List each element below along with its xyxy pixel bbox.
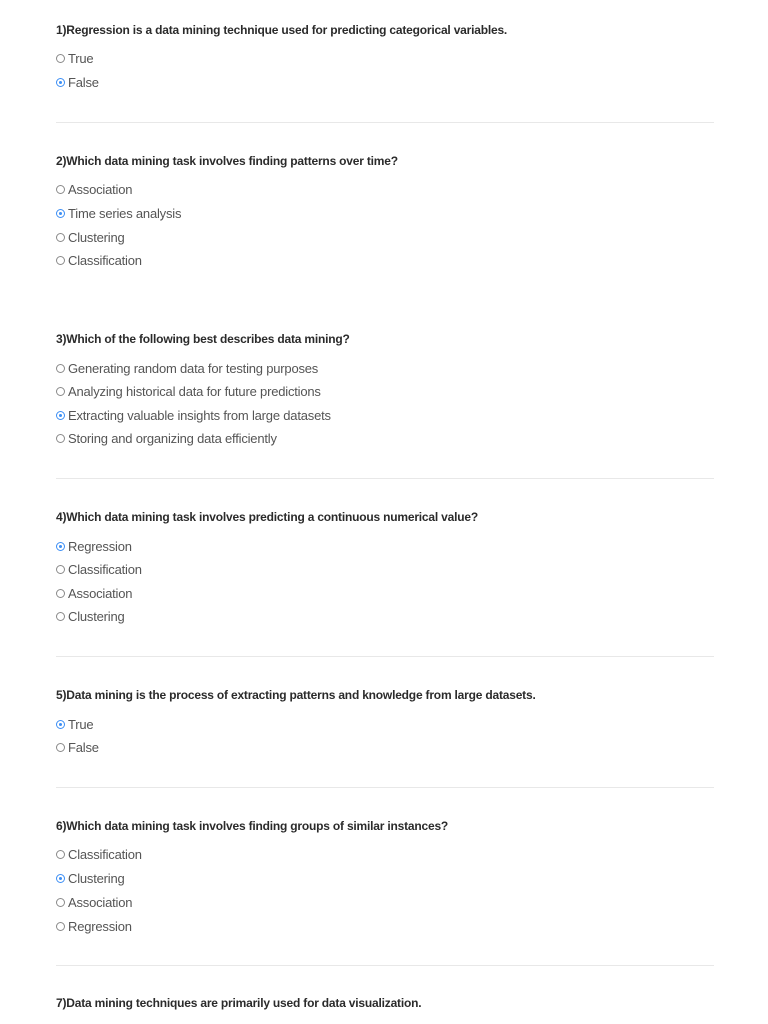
q5-option-false[interactable]: [56, 738, 99, 756]
q4-option-classification[interactable]: [56, 560, 142, 578]
option-label: True: [68, 50, 94, 66]
q4-option-clustering[interactable]: [56, 607, 125, 625]
option-label: False: [68, 739, 99, 755]
question-divider: [56, 656, 714, 657]
option-label: Clustering: [68, 229, 125, 245]
question-divider: [56, 478, 714, 479]
radio-button-icon[interactable]: [56, 898, 65, 907]
radio-button-icon[interactable]: [56, 922, 65, 931]
q2-option-association[interactable]: [56, 180, 132, 198]
radio-button-icon[interactable]: [56, 364, 65, 373]
option-label: True: [68, 716, 94, 732]
radio-button-selected-icon[interactable]: [56, 720, 65, 729]
q3-option-analyzing[interactable]: [56, 382, 321, 400]
option-label: Association: [68, 585, 133, 601]
radio-button-icon[interactable]: [56, 743, 65, 752]
option-label: Clustering: [68, 608, 125, 624]
radio-button-icon[interactable]: [56, 434, 65, 443]
option-label: Generating random data for testing purposes: [68, 360, 319, 376]
q3-option-extracting[interactable]: [56, 406, 331, 424]
q6-option-regression[interactable]: [56, 917, 132, 935]
q1-option-true[interactable]: [56, 49, 93, 67]
q4-option-regression[interactable]: [56, 537, 132, 555]
radio-button-selected-icon[interactable]: [56, 874, 65, 883]
option-label: Extracting valuable insights from large datasets: [68, 407, 331, 423]
radio-button-selected-icon[interactable]: [56, 411, 65, 420]
radio-button-selected-icon[interactable]: [56, 78, 65, 87]
q4-option-association[interactable]: [56, 584, 132, 602]
radio-button-icon[interactable]: [56, 387, 65, 396]
radio-button-icon[interactable]: [56, 233, 65, 242]
radio-button-icon[interactable]: [56, 185, 65, 194]
q6-option-clustering[interactable]: [56, 869, 125, 887]
option-label: Time series analysis: [68, 205, 182, 221]
question-divider: [56, 965, 714, 966]
q6-option-association[interactable]: [56, 893, 132, 911]
radio-button-icon[interactable]: [56, 612, 65, 621]
radio-button-icon[interactable]: [56, 256, 65, 265]
question-2-text: 2)Which data mining task involves finding patterns over time?: [56, 154, 398, 168]
question-7-text: 7)Data mining techniques are primarily used for data visualization.: [56, 996, 422, 1010]
option-label: Clustering: [68, 870, 125, 886]
option-label: Classification: [68, 561, 142, 577]
option-label: Storing and organizing data efficiently: [68, 430, 277, 446]
option-label: False: [68, 74, 99, 90]
radio-button-icon[interactable]: [56, 589, 65, 598]
option-label: Regression: [68, 538, 132, 554]
radio-button-icon[interactable]: [56, 850, 65, 859]
question-divider: [56, 787, 714, 788]
radio-button-selected-icon[interactable]: [56, 542, 65, 551]
option-label: Regression: [68, 918, 132, 934]
radio-button-icon[interactable]: [56, 54, 65, 63]
option-label: Association: [68, 894, 133, 910]
question-1-text: 1)Regression is a data mining technique used for predicting categorical variables.: [56, 23, 508, 37]
q2-option-classification[interactable]: [56, 251, 142, 269]
q5-option-true[interactable]: [56, 715, 93, 733]
q1-option-false[interactable]: [56, 73, 99, 91]
q3-option-generating[interactable]: [56, 359, 318, 377]
question-4-text: 4)Which data mining task involves predicting a continuous numerical value?: [56, 510, 478, 524]
q3-option-storing[interactable]: [56, 429, 277, 447]
question-3-text: 3)Which of the following best describes data mining?: [56, 332, 350, 346]
option-label: Analyzing historical data for future predictions: [68, 383, 321, 399]
question-6-text: 6)Which data mining task involves finding groups of similar instances?: [56, 819, 449, 833]
radio-button-selected-icon[interactable]: [56, 209, 65, 218]
q2-option-clustering[interactable]: [56, 228, 125, 246]
question-5-text: 5)Data mining is the process of extracting patterns and knowledge from large datasets.: [56, 688, 536, 702]
q6-option-classification[interactable]: [56, 845, 142, 863]
option-label: Association: [68, 181, 133, 197]
radio-button-icon[interactable]: [56, 565, 65, 574]
option-label: Classification: [68, 846, 142, 862]
question-divider: [56, 122, 714, 123]
q2-option-time-series[interactable]: [56, 204, 181, 222]
option-label: Classification: [68, 252, 142, 268]
